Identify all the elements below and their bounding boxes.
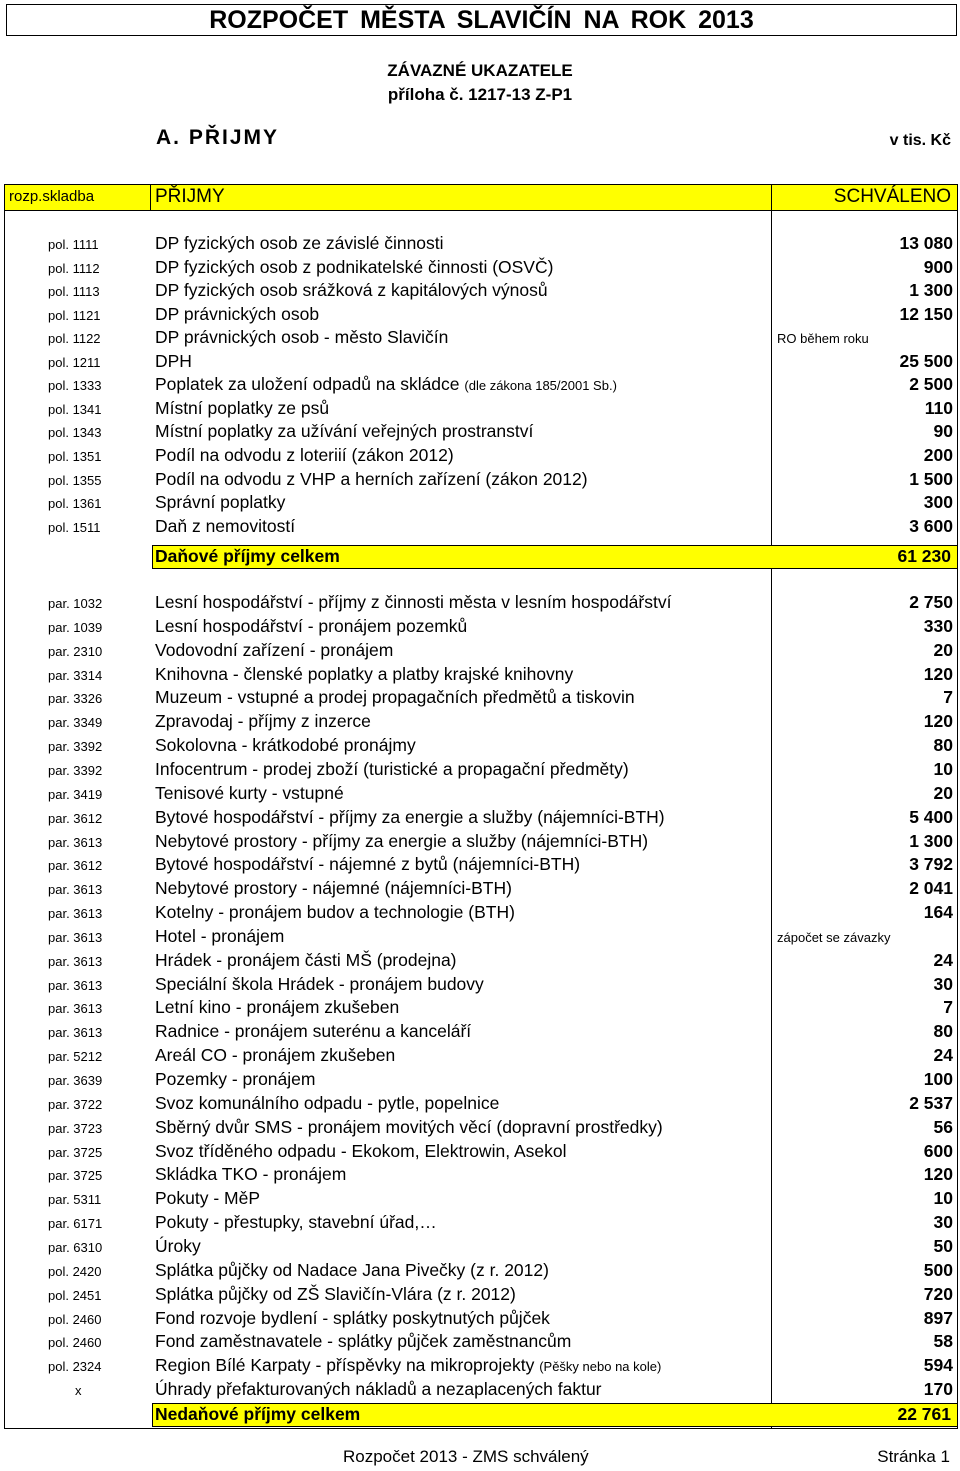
row-value: 24 <box>933 1045 953 1066</box>
row-value: 2 041 <box>909 878 953 899</box>
row-code: par. 3723 <box>48 1120 103 1136</box>
row-code: par. 3725 <box>48 1144 103 1160</box>
row-description-text: Podíl na odvodu z loteriií (zákon 2012) <box>155 444 454 465</box>
row-description-text: Svoz komunálního odpadu - pytle, popelnice <box>155 1092 500 1113</box>
row-description <box>155 1164 346 1185</box>
row-code: pol. 1211 <box>48 354 101 370</box>
table-row <box>0 1212 960 1236</box>
row-description <box>155 327 448 348</box>
row-description <box>155 492 285 513</box>
row-value: 594 <box>923 1355 953 1376</box>
row-description <box>155 854 580 875</box>
row-description-text: Infocentrum - prodej zboží (turistické a propagační předměty) <box>155 758 629 779</box>
table-row <box>0 1331 960 1355</box>
row-code: par. 3613 <box>48 906 103 922</box>
table-row <box>0 878 960 902</box>
row-value: 30 <box>933 1212 953 1233</box>
row-value: 1 300 <box>909 280 953 301</box>
row-description <box>155 878 512 899</box>
row-value: 2 500 <box>909 374 953 395</box>
row-value: 500 <box>923 1259 953 1280</box>
row-code: par. 3722 <box>48 1096 103 1112</box>
row-description-text: Sokolovna - krátkodobé pronájmy <box>155 735 416 756</box>
row-description <box>155 1355 661 1376</box>
table-row <box>0 516 960 540</box>
row-value: 164 <box>923 902 953 923</box>
row-description <box>155 469 588 490</box>
row-code: pol. 1333 <box>48 378 102 394</box>
row-description <box>155 1021 471 1042</box>
row-code: pol. 1122 <box>48 331 101 347</box>
row-description <box>155 902 515 923</box>
row-code: par. 6171 <box>48 1216 103 1232</box>
row-description <box>155 421 533 442</box>
row-code: pol. 2460 <box>48 1335 102 1351</box>
table-row <box>0 374 960 398</box>
row-description <box>155 807 665 828</box>
row-description-text: Tenisové kurty - vstupné <box>155 782 344 803</box>
row-code: par. 5311 <box>48 1192 102 1208</box>
row-code: pol. 2460 <box>48 1311 102 1327</box>
table-row <box>0 327 960 351</box>
row-description-text: Fond rozvoje bydlení - splátky poskytnutých půjček <box>155 1307 550 1328</box>
row-description <box>155 831 648 852</box>
table-row <box>0 233 960 257</box>
row-code: par. 3725 <box>48 1168 103 1184</box>
row-description-text: DP právnických osob <box>155 303 320 324</box>
subtitle-attachment: příloha č. 1217-13 Z-P1 <box>387 85 573 104</box>
row-description-text: DP fyzických osob z podnikatelské činnosti (OSVČ) <box>155 256 554 277</box>
row-value: 120 <box>923 711 953 732</box>
table-row <box>0 687 960 711</box>
row-description-note: (Pěšky nebo na kole) <box>539 1359 662 1375</box>
table-row <box>0 1069 960 1093</box>
row-description <box>155 1379 602 1400</box>
row-code: par. 3349 <box>48 715 103 731</box>
nontax-total-row <box>152 1403 958 1427</box>
row-code: pol. 1355 <box>48 472 102 488</box>
row-code: x <box>75 1383 82 1399</box>
row-code: par. 3613 <box>48 834 103 850</box>
row-description <box>155 783 344 804</box>
row-value: 5 400 <box>909 806 953 827</box>
row-code: par. 3612 <box>48 858 103 874</box>
table-row <box>0 492 960 516</box>
row-value: 20 <box>933 639 953 660</box>
table-row <box>0 1021 960 1045</box>
table-divider <box>150 184 151 211</box>
row-value: 330 <box>923 615 953 636</box>
row-value: 300 <box>923 492 953 513</box>
row-description <box>155 735 416 756</box>
row-description-text: Místní poplatky za užívání veřejných prostranství <box>155 421 534 442</box>
row-description-text: Bytové hospodářství - příjmy za energie a služby (nájemníci-BTH) <box>155 806 665 827</box>
table-row <box>0 1260 960 1284</box>
nontax-total-value: 22 761 <box>897 1404 951 1424</box>
table-row <box>0 1284 960 1308</box>
row-value: 120 <box>923 1164 953 1185</box>
table-row <box>0 902 960 926</box>
row-value: 10 <box>933 1188 953 1209</box>
unit-label: v tis. Kč <box>889 132 951 149</box>
row-description-text: Region Bílé Karpaty - příspěvky na mikroprojekty <box>155 1355 535 1376</box>
row-description-text: Radnice - pronájem suterénu a kanceláří <box>155 1021 472 1042</box>
row-value: 12 150 <box>899 303 953 324</box>
row-value: 2 750 <box>909 592 953 612</box>
row-description <box>155 304 319 325</box>
row-code: par. 3392 <box>48 739 103 755</box>
row-description-text: Hrádek - pronájem části MŠ (prodejna) <box>155 949 457 970</box>
row-description-text: DP právnických osob - město Slavičín <box>155 327 449 348</box>
table-row <box>0 280 960 304</box>
row-value: 720 <box>923 1283 953 1304</box>
row-value: 58 <box>933 1331 953 1352</box>
row-description-text: Lesní hospodářství - příjmy z činnosti města v lesním hospodářství <box>155 592 672 612</box>
row-description-text: Splátka půjčky od ZŠ Slavičín-Vlára (z r. 2012) <box>155 1283 516 1304</box>
row-code: par. 3613 <box>48 953 103 969</box>
table-row <box>0 1045 960 1069</box>
row-description-text: Daň z nemovitostí <box>155 515 296 536</box>
table-row <box>0 257 960 281</box>
row-description-text: Nebytové prostory - nájemné (nájemníci-BTH) <box>155 878 512 899</box>
row-code: par. 1039 <box>48 619 103 635</box>
row-description-text: Sběrný dvůr SMS - pronájem movitých věcí (dopravní prostředky) <box>155 1116 663 1137</box>
row-description <box>155 950 457 971</box>
row-value: 600 <box>923 1140 953 1161</box>
row-description-text: Zpravodaj - příjmy z inzerce <box>155 711 371 732</box>
row-description-text: Svoz tříděného odpadu - Ekokom, Elektrowin, Asekol <box>155 1140 567 1161</box>
row-description <box>155 1212 437 1233</box>
tax-total-value: 61 230 <box>897 546 951 566</box>
row-description-text: Splátka půjčky od Nadace Jana Pivečky (z r. 2012) <box>155 1259 549 1280</box>
row-value: 200 <box>923 444 953 465</box>
row-value: 3 792 <box>909 854 953 875</box>
table-row <box>0 735 960 759</box>
row-code: pol. 1343 <box>48 425 102 441</box>
row-code: par. 3392 <box>48 762 103 778</box>
row-code: pol. 1511 <box>48 519 101 535</box>
row-value: 90 <box>933 421 953 442</box>
row-description-text: Úhrady přefakturovaných nákladů a nezaplacených faktur <box>155 1379 602 1400</box>
row-description-text: Kotelny - pronájem budov a technologie (BTH) <box>155 902 515 923</box>
table-row <box>0 807 960 831</box>
row-value: 7 <box>943 687 953 708</box>
row-code: par. 3612 <box>48 810 103 826</box>
row-description-text: Správní poplatky <box>155 492 286 513</box>
row-description <box>155 280 548 301</box>
row-value: 50 <box>933 1235 953 1256</box>
row-description <box>155 1331 571 1352</box>
row-description <box>155 1093 499 1114</box>
row-description-text: Areál CO - pronájem zkušeben <box>155 1045 396 1066</box>
table-row <box>0 592 960 616</box>
row-description-text: Podíl na odvodu z VHP a herních zařízení (zákon 2012) <box>155 468 588 489</box>
row-description <box>155 445 454 466</box>
row-description-text: Pozemky - pronájem <box>155 1069 316 1089</box>
row-description-text: Fond zaměstnavatele - splátky půjček zaměstnancům <box>155 1331 572 1352</box>
row-description <box>155 374 617 395</box>
row-description <box>155 1069 315 1090</box>
row-code: pol. 2324 <box>48 1359 102 1375</box>
row-value: 3 600 <box>909 515 953 536</box>
row-description-text: Pokuty - přestupky, stavební úřad,… <box>155 1212 437 1233</box>
row-note: RO během roku <box>777 331 869 347</box>
table-row <box>0 640 960 664</box>
row-code: par. 2310 <box>48 643 103 659</box>
row-description-text: Muzeum - vstupné a prodej propagačních předmětů a tiskovin <box>155 687 635 708</box>
header-desc: PŘIJMY <box>155 186 225 207</box>
row-description-text: Speciální škola Hrádek - pronájem budovy <box>155 973 484 994</box>
table-row <box>0 664 960 688</box>
row-description-text: Lesní hospodářství - pronájem pozemků <box>155 615 468 636</box>
table-row <box>0 1117 960 1141</box>
row-description-text: Skládka TKO - pronájem <box>155 1164 347 1185</box>
row-description-text: Hotel - pronájem <box>155 925 285 946</box>
row-value: 100 <box>923 1069 953 1089</box>
row-description-text: Letní kino - pronájem zkušeben <box>155 997 400 1018</box>
row-description <box>155 1141 566 1162</box>
table-row <box>0 950 960 974</box>
table-header <box>4 184 958 211</box>
table-row <box>0 854 960 878</box>
row-description-text: Knihovna - členské poplatky a platby krajské knihovny <box>155 663 574 684</box>
row-description-text: Pokuty - MěP <box>155 1188 261 1209</box>
row-code: pol. 2451 <box>48 1287 102 1303</box>
row-description-text: Nebytové prostory - příjmy za energie a služby (nájemníci-BTH) <box>155 830 649 851</box>
table-row <box>0 469 960 493</box>
row-description-note: (dle zákona 185/2001 Sb.) <box>464 378 617 394</box>
row-value: 1 500 <box>909 468 953 489</box>
table-row <box>0 616 960 640</box>
row-code: par. 3314 <box>48 667 103 683</box>
row-value: 170 <box>923 1379 953 1400</box>
row-description <box>155 1308 550 1329</box>
row-value: 80 <box>933 735 953 756</box>
table-row <box>0 1188 960 1212</box>
section-heading: A. PŘIJMY <box>156 126 280 149</box>
row-description <box>155 351 192 372</box>
table-row <box>0 1093 960 1117</box>
row-description <box>155 997 399 1018</box>
row-value: 30 <box>933 973 953 994</box>
row-description <box>155 516 295 537</box>
row-value: 24 <box>933 949 953 970</box>
row-value: 7 <box>943 997 953 1018</box>
row-code: par. 3639 <box>48 1073 103 1088</box>
tax-total-label: Daňové příjmy celkem <box>155 546 340 566</box>
row-value: 10 <box>933 758 953 779</box>
row-code: pol. 1111 <box>48 237 99 252</box>
row-value: 56 <box>933 1116 953 1137</box>
row-code: par. 3613 <box>48 1001 103 1017</box>
row-description <box>155 1236 201 1257</box>
row-value: 110 <box>924 397 953 418</box>
row-code: par. 3613 <box>48 882 103 898</box>
table-row <box>0 1164 960 1188</box>
row-note: zápočet se závazky <box>777 929 891 945</box>
row-value: 2 537 <box>909 1092 953 1113</box>
row-description-text: DP fyzických osob srážková z kapitálových výnosů <box>155 280 548 301</box>
row-code: pol. 2420 <box>48 1263 102 1279</box>
table-row <box>0 926 960 950</box>
table-row <box>0 974 960 998</box>
row-description-text: Vodovodní zařízení - pronájem <box>155 639 394 660</box>
table-row <box>0 1141 960 1165</box>
table-row <box>0 351 960 375</box>
row-value: 20 <box>933 782 953 803</box>
table-row <box>0 1236 960 1260</box>
row-code: par. 6310 <box>48 1239 103 1255</box>
table-row <box>0 997 960 1021</box>
row-value: 1 300 <box>909 830 953 851</box>
row-description <box>155 1284 516 1305</box>
row-value: 900 <box>923 256 953 277</box>
row-description <box>155 1260 549 1281</box>
row-description-text: Bytové hospodářství - nájemné z bytů (nájemníci-BTH) <box>155 854 581 875</box>
row-code: pol. 1351 <box>48 448 102 464</box>
row-code: par. 3419 <box>48 786 103 802</box>
row-code: par. 5212 <box>48 1049 103 1065</box>
table-row <box>0 831 960 855</box>
table-row <box>0 783 960 807</box>
header-value: SCHVÁLENO <box>833 186 951 207</box>
row-description-text: Poplatek za uložení odpadů na skládce <box>155 374 460 395</box>
row-code: pol. 1341 <box>48 401 102 417</box>
row-value: 13 080 <box>899 233 953 253</box>
row-description <box>155 687 635 708</box>
row-code: par. 3613 <box>48 1025 103 1041</box>
row-description-text: Místní poplatky ze psů <box>155 397 330 418</box>
table-row <box>0 304 960 328</box>
row-description <box>155 1045 395 1066</box>
row-description <box>155 664 573 685</box>
row-value: 120 <box>923 663 953 684</box>
row-code: par. 3613 <box>48 977 103 993</box>
row-description <box>155 257 553 278</box>
row-description <box>155 1188 260 1209</box>
row-description <box>155 1117 663 1138</box>
row-code: pol. 1113 <box>48 284 100 300</box>
table-row <box>0 445 960 469</box>
row-description <box>155 711 371 732</box>
row-description-text: DPH <box>155 350 192 371</box>
footer-page: Stránka 1 <box>877 1447 950 1466</box>
row-value: 80 <box>933 1021 953 1042</box>
table-row <box>0 1379 960 1403</box>
row-code: pol. 1121 <box>48 307 101 323</box>
row-code: par. 1032 <box>48 596 103 611</box>
row-description <box>155 616 467 637</box>
row-code: par. 3613 <box>48 929 103 945</box>
tax-total-row <box>152 545 958 569</box>
row-description-text: DP fyzických osob ze závislé činnosti <box>155 233 444 253</box>
footer-title: Rozpočet 2013 - ZMS schválený <box>343 1447 589 1466</box>
row-description <box>155 592 671 613</box>
subtitle-binding-indicators: ZÁVAZNÉ UKAZATELE <box>387 61 573 80</box>
table-bottom-border <box>4 1428 958 1429</box>
row-description <box>155 926 284 947</box>
page-title: ROZPOČET MĚSTA SLAVIČÍN NA ROK 2013 <box>6 4 957 36</box>
table-row <box>0 398 960 422</box>
row-code: par. 3326 <box>48 691 103 707</box>
nontax-total-label: Nedaňové příjmy celkem <box>155 1404 361 1424</box>
row-value: 897 <box>923 1307 953 1328</box>
row-description <box>155 233 444 254</box>
row-description <box>155 759 629 780</box>
row-code: pol. 1112 <box>48 260 100 276</box>
table-row <box>0 759 960 783</box>
table-row <box>0 421 960 445</box>
row-description <box>155 974 484 995</box>
row-value: 25 500 <box>899 350 953 371</box>
row-description <box>155 398 329 419</box>
row-description-text: Úroky <box>155 1235 201 1256</box>
row-description <box>155 640 393 661</box>
table-row <box>0 711 960 735</box>
table-row <box>0 1355 960 1379</box>
table-row <box>0 1308 960 1332</box>
row-code: pol. 1361 <box>48 496 102 512</box>
header-code: rozp.skladba <box>9 188 95 205</box>
